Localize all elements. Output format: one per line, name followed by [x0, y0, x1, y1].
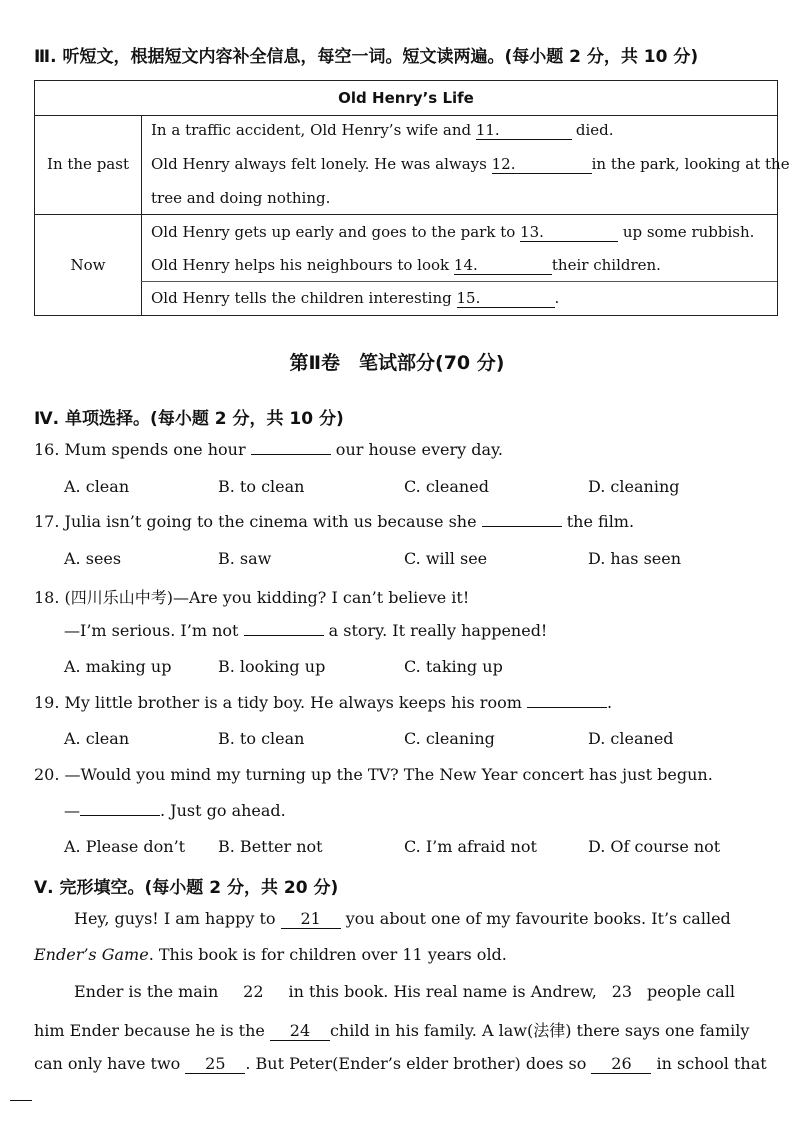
- blank-number: 13.: [520, 223, 544, 241]
- table-row: [151, 121, 614, 140]
- answer-blank-20[interactable]: [80, 815, 160, 816]
- blank-number: 14.: [453, 256, 478, 274]
- cloze-text: Hey, guys! I am happy to: [74, 909, 281, 928]
- option-17d[interactable]: D. has seen: [588, 549, 682, 568]
- option-18a[interactable]: A. making up: [64, 657, 172, 676]
- cloze-text: you about one of my favourite books. It’s called: [340, 909, 731, 928]
- row-text: Old Henry helps his neighbours to look: [151, 256, 454, 274]
- cloze-line: [34, 1054, 767, 1074]
- table-divider: [141, 281, 777, 282]
- book-title: Ender’s Game: [34, 945, 149, 964]
- cloze-line: [74, 909, 731, 929]
- option-18b[interactable]: B. looking up: [218, 657, 326, 676]
- answer-blank-12[interactable]: [492, 156, 592, 174]
- question-17: [34, 512, 634, 531]
- row-text: Old Henry tells the children interesting: [151, 289, 457, 307]
- part2-title: 第Ⅱ卷 笔试部分(70 分): [289, 352, 505, 374]
- question-text: .: [606, 693, 613, 712]
- cloze-line: [34, 945, 507, 964]
- question-text: 16. Mum spends one hour: [34, 440, 251, 459]
- option-18c[interactable]: C. taking up: [404, 657, 503, 676]
- table-row: [151, 223, 754, 242]
- table-divider: [35, 214, 777, 215]
- cloze-text: him Ender because he is the: [34, 1021, 270, 1040]
- cloze-text: in this book. His real name is Andrew,: [283, 982, 602, 1001]
- row-text: Old Henry always felt lonely. He was always: [151, 155, 492, 173]
- question-16: [34, 440, 503, 459]
- answer-blank-18[interactable]: [244, 635, 324, 636]
- option-20a[interactable]: A. Please don’t: [64, 837, 186, 856]
- blank-number: 15.: [456, 289, 481, 307]
- row-text: Old Henry gets up early and goes to the park to: [151, 223, 521, 241]
- row-text: .: [554, 289, 560, 307]
- row-text: died.: [575, 121, 614, 139]
- answer-blank-13[interactable]: [520, 224, 618, 242]
- option-20b[interactable]: B. Better not: [218, 837, 323, 856]
- cloze-line: [74, 982, 735, 1001]
- cloze-text: . But Peter(Ender’s elder brother) does so: [245, 1054, 592, 1073]
- page-edge-mark: [10, 1100, 32, 1101]
- row-text: in the park, looking at the: [591, 155, 790, 173]
- cloze-blank-25[interactable]: 25: [185, 1055, 245, 1074]
- question-text: our house every day.: [330, 440, 504, 459]
- blank-number: 11.: [475, 121, 500, 139]
- cloze-blank-22[interactable]: 22: [243, 982, 264, 1001]
- option-17b[interactable]: B. saw: [218, 549, 272, 568]
- cloze-blank-23[interactable]: 23: [611, 982, 633, 1001]
- option-17c[interactable]: C. will see: [404, 549, 488, 568]
- answer-blank-14[interactable]: [454, 257, 552, 275]
- cloze-line: [34, 1018, 749, 1041]
- question-19: [34, 693, 612, 712]
- answer-blank-17[interactable]: [482, 526, 562, 527]
- option-20c[interactable]: C. I’m afraid not: [404, 837, 537, 856]
- cloze-text: people call: [641, 982, 735, 1001]
- table-title: Old Henry’s Life: [35, 81, 777, 116]
- cloze-blank-24[interactable]: 24: [270, 1022, 330, 1041]
- question-text: 19. My little brother is a tidy boy. He always keeps his room: [34, 693, 527, 712]
- option-19a[interactable]: A. clean: [64, 729, 130, 748]
- option-16c[interactable]: C. cleaned: [404, 477, 489, 496]
- cloze-text: can only have two: [34, 1054, 186, 1073]
- section5-heading: Ⅴ. 完形填空。(每小题 2 分，共 20 分): [34, 878, 339, 898]
- label-now: Now: [70, 256, 106, 274]
- option-19c[interactable]: C. cleaning: [404, 729, 495, 748]
- cloze-blank-26[interactable]: 26: [591, 1055, 651, 1074]
- table-row: [151, 289, 559, 308]
- row-text: up some rubbish.: [618, 223, 755, 241]
- answer-blank-16[interactable]: [251, 454, 331, 455]
- option-19d[interactable]: D. cleaned: [588, 729, 674, 748]
- section4-heading: Ⅳ. 单项选择。(每小题 2 分，共 10 分): [34, 409, 344, 429]
- label-past: In the past: [47, 155, 129, 173]
- option-16b[interactable]: B. to clean: [218, 477, 305, 496]
- cloze-text: in school that: [651, 1054, 767, 1073]
- row-text: their children.: [551, 256, 661, 274]
- section3-heading: Ⅲ. 听短文，根据短文内容补全信息，每空一词。短文读两遍。(每小题 2 分，共 10 分): [34, 47, 699, 67]
- option-17a[interactable]: A. sees: [64, 549, 122, 568]
- listening-table: [34, 80, 790, 316]
- table-row: [151, 155, 790, 174]
- answer-blank-11[interactable]: [476, 122, 572, 140]
- cloze-blank-21[interactable]: 21: [281, 910, 341, 929]
- question-text: —: [64, 801, 80, 820]
- table-row: [151, 189, 330, 207]
- question-text: the film.: [561, 512, 635, 531]
- question-20-reply: [64, 801, 286, 820]
- cloze-text: child in his family. A law(法律) there says one family: [329, 1021, 750, 1040]
- cloze-text: . This book is for children over 11 years old.: [148, 945, 507, 964]
- option-16a[interactable]: A. clean: [64, 477, 130, 496]
- option-19b[interactable]: B. to clean: [218, 729, 305, 748]
- question-text: . Just go ahead.: [160, 801, 286, 820]
- question-text: —I’m serious. I’m not: [64, 621, 244, 640]
- blank-number: 12.: [491, 155, 516, 173]
- option-20d[interactable]: D. Of course not: [588, 837, 721, 856]
- answer-blank-19[interactable]: [527, 707, 607, 708]
- question-text: a story. It really happened!: [323, 621, 548, 640]
- cloze-text: Ender is the main: [74, 982, 224, 1001]
- question-18-reply: [64, 621, 547, 640]
- question-20: 20. —Would you mind my turning up the TV? The New Year concert has just begun.: [34, 765, 713, 784]
- option-16d[interactable]: D. cleaning: [588, 477, 680, 496]
- row-text: In a traffic accident, Old Henry’s wife and: [151, 121, 476, 139]
- answer-blank-15[interactable]: [457, 290, 555, 308]
- table-row: [151, 256, 661, 275]
- table-divider: [141, 115, 142, 315]
- question-18: 18. (四川乐山中考)—Are you kidding? I can’t believe it!: [34, 588, 470, 607]
- row-text: tree and doing nothing.: [151, 189, 331, 207]
- question-text: 17. Julia isn’t going to the cinema with us because she: [34, 512, 482, 531]
